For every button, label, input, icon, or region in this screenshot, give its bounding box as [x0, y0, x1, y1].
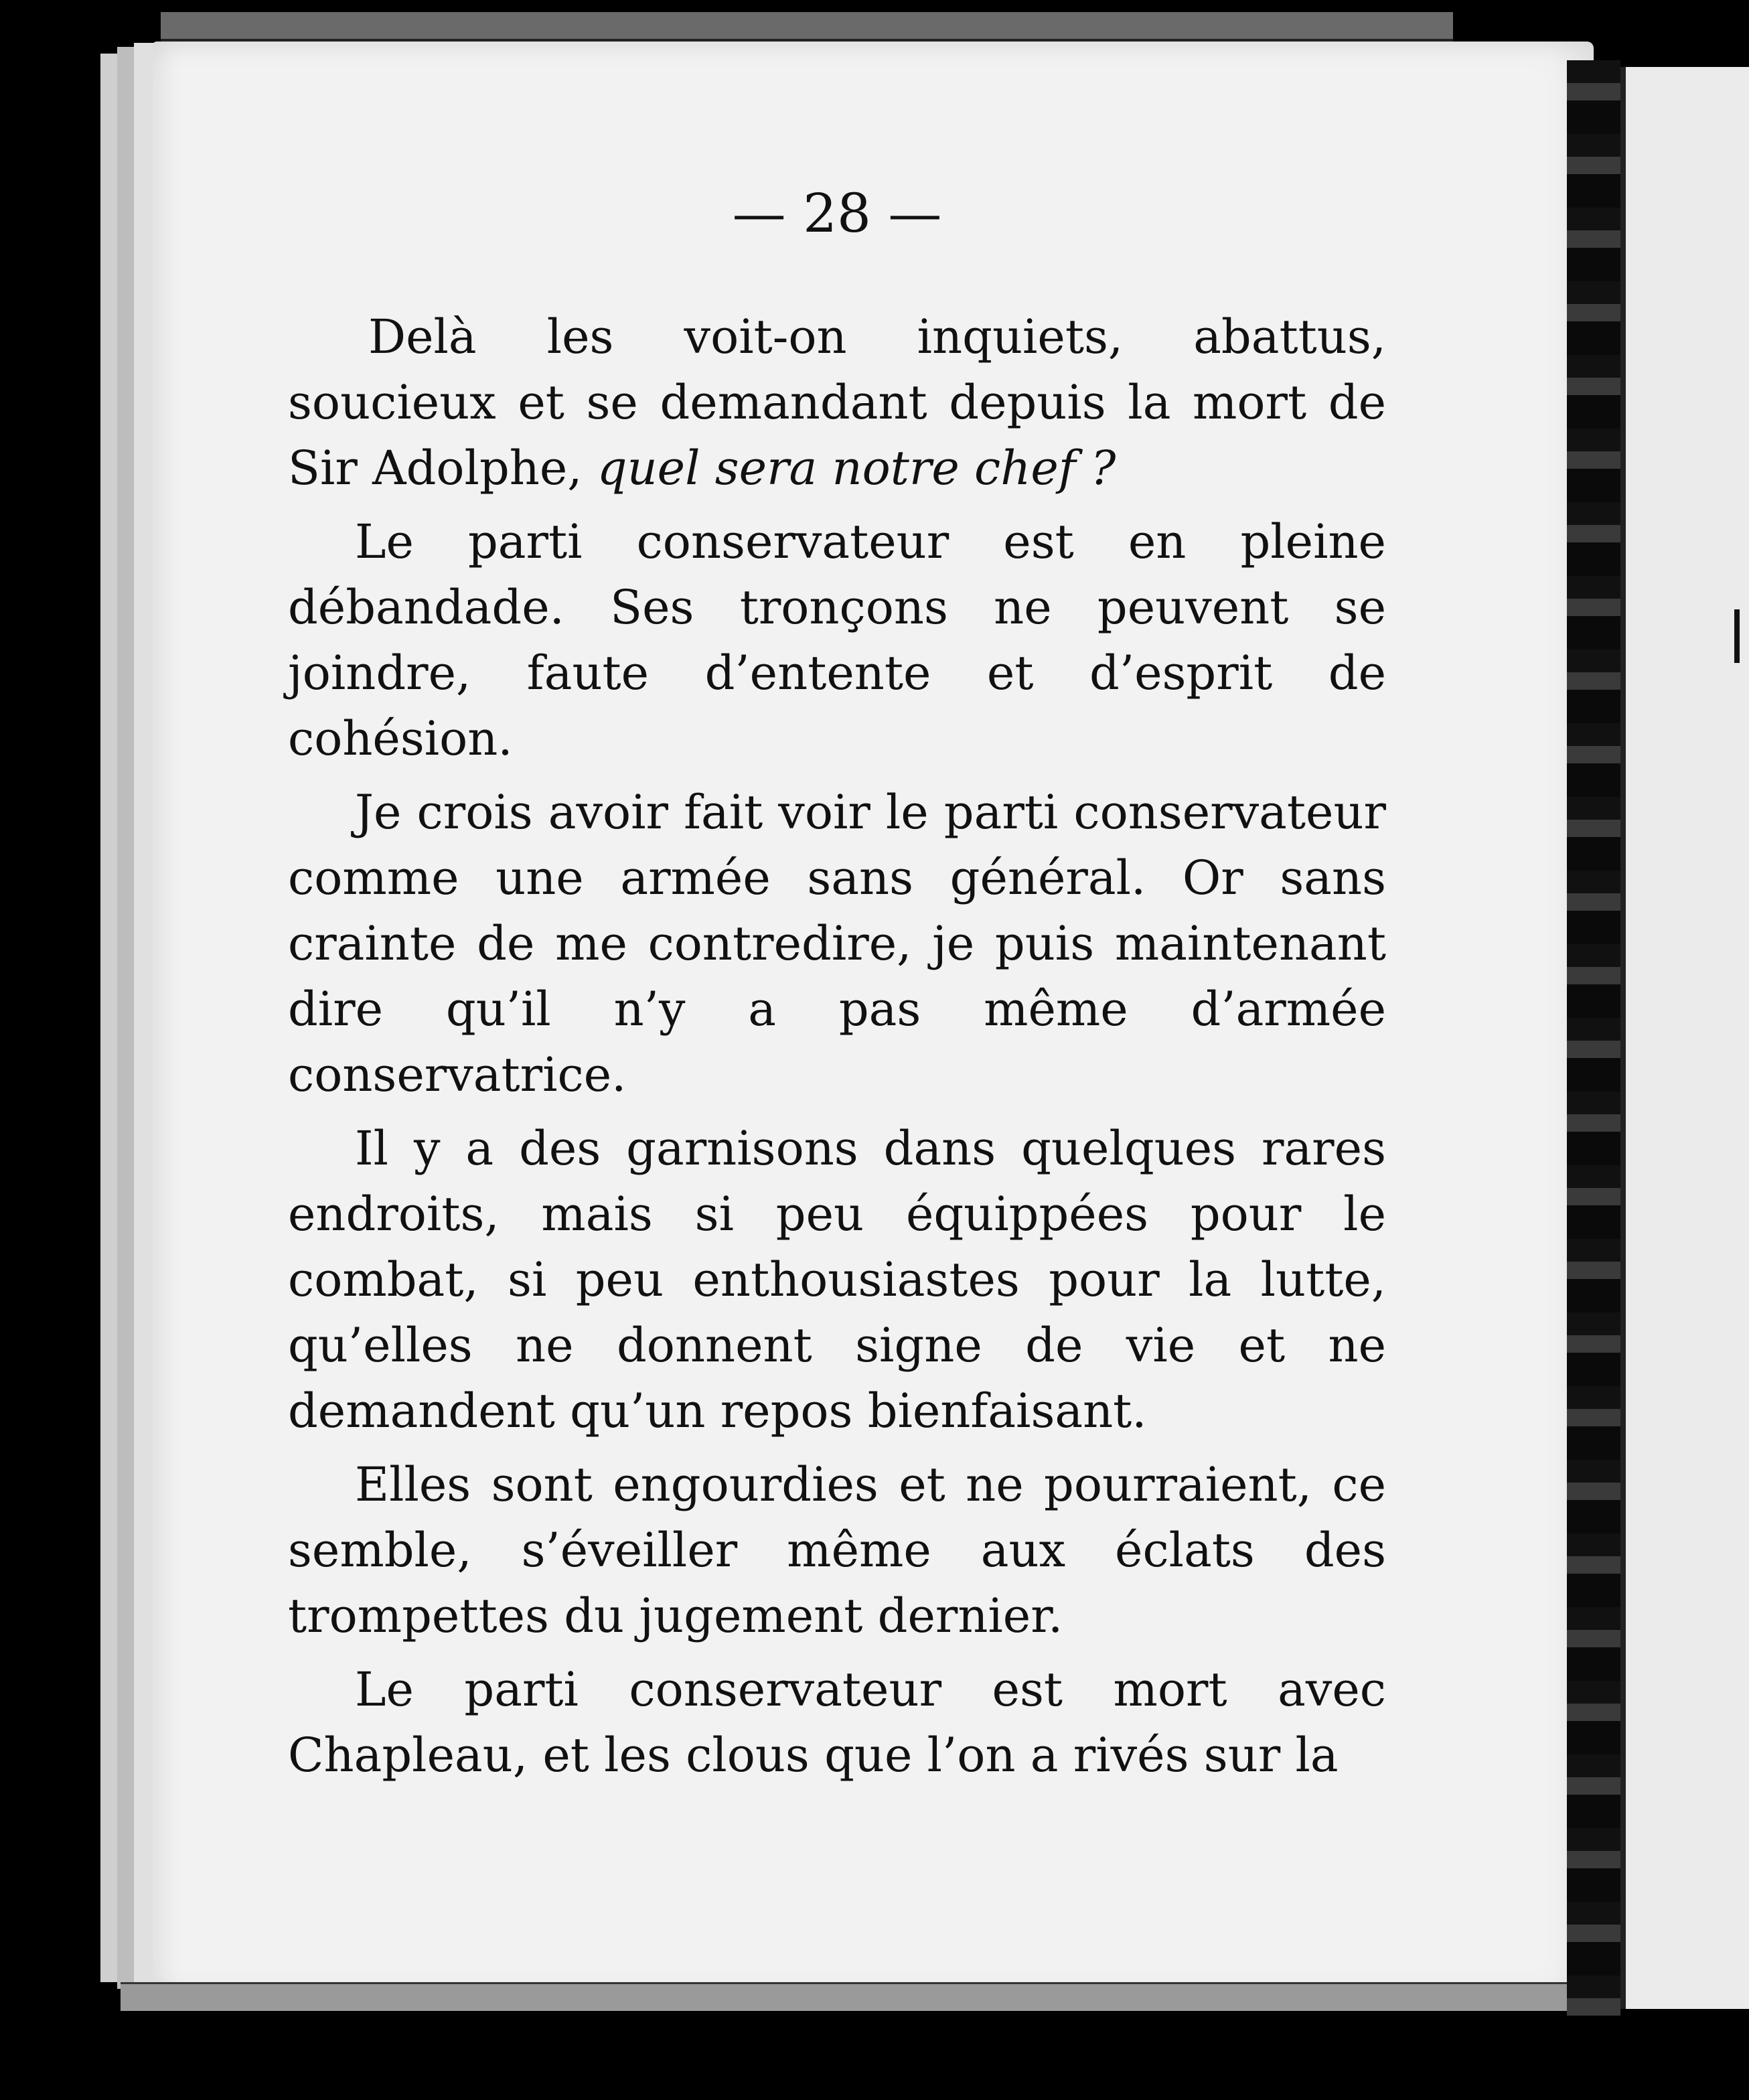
paragraph-4: Il y a des garnisons dans quelques rares endroits, mais si peu équippées pour le combat, si peu enthousiastes pour la lutte, qu’elles ne donnent signe de vie et ne demandent qu’un repos bienfaisant.: [288, 1121, 1386, 1438]
page-number: — 28 —: [732, 182, 942, 244]
paragraph-1-text: Delà les voit-on inquiets, abattus, soucieux et se demandant depuis la mort de Sir Adolphe,: [288, 309, 1386, 496]
bottom-page-edge: [121, 1982, 1607, 2011]
paragraph-1-italic-question: quel sera notre chef ?: [597, 441, 1116, 496]
paragraph-5: Elles sont engourdies et ne pourraient, ce semble, s’éveiller même aux éclats des trompettes du jugement dernier.: [288, 1457, 1386, 1643]
paragraph-3: Je crois avoir fait voir le parti conservateur comme une armée sans général. Or sans crainte de me contredire, je puis maintenant dire qu’il n’y a pas même d’armée conservatrice.: [288, 785, 1386, 1102]
paragraph-2: Le parti conservateur est en pleine débandade. Ses tronçons ne peuvent se joindre, faute d’entente et d’esprit de cohésion.: [288, 514, 1386, 766]
body-text: [288, 304, 1386, 1796]
torn-page-margin: [1567, 60, 1620, 2016]
paragraph-1: [288, 304, 1386, 501]
paragraph-6: Le parti conservateur est mort avec Chapleau, et les clous que l’on a rivés sur la: [288, 1662, 1386, 1783]
binding-strip: [161, 12, 1453, 43]
adjacent-page-letter-fragment: [1734, 609, 1740, 663]
adjacent-page-sliver: [1620, 67, 1749, 2009]
